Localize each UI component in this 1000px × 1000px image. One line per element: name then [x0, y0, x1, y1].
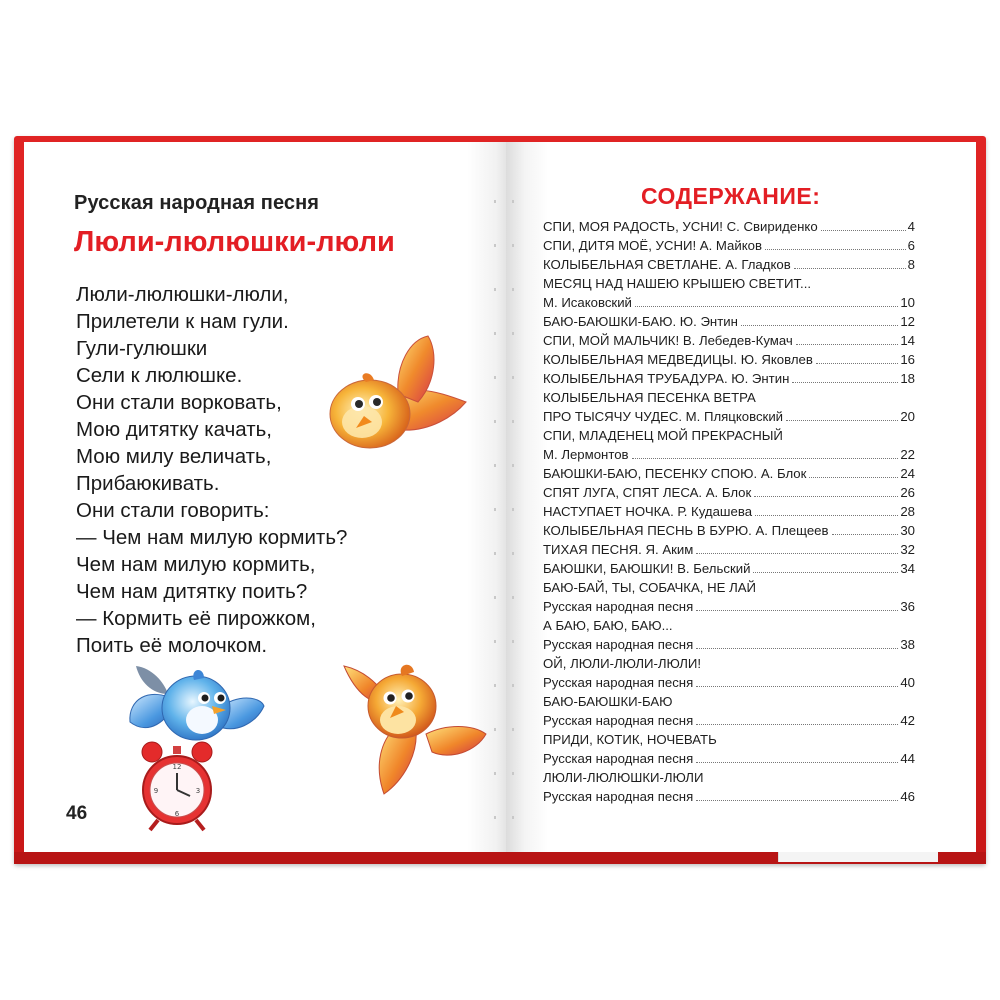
poem-line: — Кормить её пирожком, [76, 607, 316, 630]
toc-entry-page: 40 [900, 675, 915, 690]
svg-text:6: 6 [174, 810, 180, 818]
toc-leader-dots [696, 724, 898, 725]
toc-entry-page: 38 [900, 637, 915, 652]
toc-entry [543, 293, 915, 312]
toc-entry-title: КОЛЫБЕЛЬНАЯ ПЕСНЬ В БУРЮ. А. Плещеев [543, 523, 829, 538]
toc-entry [543, 787, 915, 806]
toc-entry-title: ПРИДИ, КОТИК, НОЧЕВАТЬ [543, 732, 717, 747]
toc-entry [543, 673, 915, 692]
poem-line: Прибаюкивать. [76, 472, 220, 495]
toc-leader-dots [696, 648, 898, 649]
poem-line: — Чем нам милую кормить? [76, 526, 348, 549]
toc-entry [543, 464, 915, 483]
svg-text:3: 3 [195, 787, 201, 795]
toc-entry-title: СПИ, МОЙ МАЛЬЧИК! В. Лебедев-Кумач [543, 333, 793, 348]
toc-entry-title: БАЮШКИ-БАЮ, ПЕСЕНКУ СПОЮ. А. Блок [543, 466, 807, 481]
toc-entry [543, 578, 915, 597]
toc-entry-title: БАЮ-БАЙ, ТЫ, СОБАЧКА, НЕ ЛАЙ [543, 580, 757, 595]
toc-entry-page: 26 [900, 485, 915, 500]
toc-entry-title: МЕСЯЦ НАД НАШЕЮ КРЫШЕЮ СВЕТИТ... [543, 276, 812, 291]
toc-leader-dots [792, 382, 898, 383]
toc-entry-page: 10 [900, 295, 915, 310]
toc-entry-title: Русская народная песня [543, 637, 694, 652]
poem-line: Сели к люлюшке. [76, 364, 243, 387]
toc-entry-title: М. Лермонтов [543, 447, 629, 462]
toc-entry [543, 312, 915, 331]
svg-text:12: 12 [172, 763, 182, 771]
poem-line: Они стали говорить: [76, 499, 270, 522]
poem-line: Люли-люлюшки-люли, [76, 283, 289, 306]
toc-entry-page: 42 [900, 713, 915, 728]
toc-entry-title: Русская народная песня [543, 713, 694, 728]
toc-entry-title: НАСТУПАЕТ НОЧКА. Р. Кудашева [543, 504, 753, 519]
poem-line: Поить её молочком. [76, 634, 268, 657]
toc-entry [543, 502, 915, 521]
toc-entry [543, 597, 915, 616]
toc-leader-dots [809, 477, 898, 478]
toc-leader-dots [696, 800, 898, 801]
toc-entry-title: БАЮШКИ, БАЮШКИ! В. Бельский [543, 561, 751, 576]
toc-entry [543, 255, 915, 274]
toc-entry-title: Русская народная песня [543, 599, 694, 614]
toc-entry [543, 274, 915, 293]
toc-entry-page: 44 [900, 751, 915, 766]
toc-entry-page: 12 [900, 314, 915, 329]
toc-entry-title: БАЮ-БАЮШКИ-БАЮ [543, 694, 673, 709]
toc-entry-page: 16 [900, 352, 915, 367]
toc-entry-title: СПИ, МОЯ РАДОСТЬ, УСНИ! С. Свириденко [543, 219, 818, 234]
toc-entry-title: СПИ, ДИТЯ МОЁ, УСНИ! А. Майков [543, 238, 762, 253]
toc-leader-dots [696, 686, 898, 687]
toc-leader-dots [696, 610, 898, 611]
toc-entry-title: ТИХАЯ ПЕСНЯ. Я. Аким [543, 542, 694, 557]
toc-entry-title: Русская народная песня [543, 751, 694, 766]
toc-leader-dots [741, 325, 898, 326]
poem-line: Прилетели к нам гули. [76, 310, 289, 333]
toc-entry-title: Русская народная песня [543, 675, 694, 690]
toc-entry-page: 34 [900, 561, 915, 576]
toc-entry-title: КОЛЫБЕЛЬНАЯ ТРУБАДУРА. Ю. Энтин [543, 371, 790, 386]
poem-line: Они стали ворковать, [76, 391, 282, 414]
orange-bird-wings-spread [340, 654, 490, 800]
toc-entry-page: 32 [900, 542, 915, 557]
toc-entry [543, 730, 915, 749]
toc-entry-title: КОЛЫБЕЛЬНАЯ СВЕТЛАНЕ. А. Гладков [543, 257, 791, 272]
toc-entry [543, 369, 915, 388]
toc-leader-dots [765, 249, 906, 250]
page-number: 46 [66, 803, 88, 824]
toc-leader-dots [755, 515, 898, 516]
toc-entry-page: 24 [900, 466, 915, 481]
toc-entry [543, 483, 915, 502]
toc-leader-dots [832, 534, 899, 535]
toc-entry-title: М. Исаковский [543, 295, 632, 310]
toc-leader-dots [786, 420, 898, 421]
toc-leader-dots [632, 458, 899, 459]
toc-entry [543, 749, 915, 768]
toc-entry-page: 22 [900, 447, 915, 462]
toc-entry-page: 8 [907, 257, 915, 272]
toc-entry [543, 635, 915, 654]
toc-entry [543, 711, 915, 730]
poem-subtitle: Русская народная песня [74, 192, 320, 214]
toc-entry-title: Русская народная песня [543, 789, 694, 804]
toc-entry [543, 654, 915, 673]
poem-line: Мою дитятку качать, [76, 418, 272, 441]
contents-heading: СОДЕРЖАНИЕ: [641, 183, 821, 209]
toc-entry [543, 331, 915, 350]
toc-entry [543, 768, 915, 787]
orange-bird-flying [326, 332, 472, 460]
poem-line: Мою милу величать, [76, 445, 272, 468]
toc-entry-title: КОЛЫБЕЛЬНАЯ ПЕСЕНКА ВЕТРА [543, 390, 756, 405]
toc-entry [543, 540, 915, 559]
toc-leader-dots [696, 553, 898, 554]
toc-leader-dots [816, 363, 898, 364]
toc-entry [543, 521, 915, 540]
alarm-clock-icon [136, 740, 218, 832]
toc-entry-page: 46 [900, 789, 915, 804]
toc-entry-title: ЛЮЛИ-ЛЮЛЮШКИ-ЛЮЛИ [543, 770, 704, 785]
toc-leader-dots [796, 344, 899, 345]
toc-entry-title: КОЛЫБЕЛЬНАЯ МЕДВЕДИЦЫ. Ю. Яковлев [543, 352, 813, 367]
toc-entry-page: 18 [900, 371, 915, 386]
toc-entry [543, 407, 915, 426]
toc-entry-title: ОЙ, ЛЮЛИ-ЛЮЛИ-ЛЮЛИ! [543, 656, 702, 671]
toc-entry-page: 6 [907, 238, 915, 253]
toc-leader-dots [794, 268, 906, 269]
toc-entry-title: СПЯТ ЛУГА, СПЯТ ЛЕСА. А. Блок [543, 485, 752, 500]
binding-stitches-left [494, 200, 496, 820]
toc-entry-page: 28 [900, 504, 915, 519]
binding-stitches-right [512, 200, 514, 820]
toc-entry [543, 388, 915, 407]
toc-entry [543, 445, 915, 464]
svg-text:9: 9 [153, 787, 159, 795]
toc-entry [543, 616, 915, 635]
toc-entry [543, 692, 915, 711]
page-block [778, 852, 938, 862]
toc-entry-page: 20 [900, 409, 915, 424]
toc-entry-page: 36 [900, 599, 915, 614]
toc-entry-title: СПИ, МЛАДЕНЕЦ МОЙ ПРЕКРАСНЫЙ [543, 428, 783, 443]
toc-entry-title: ПРО ТЫСЯЧУ ЧУДЕС. М. Пляцковский [543, 409, 784, 424]
toc-entry [543, 236, 915, 255]
table-of-contents [543, 217, 915, 806]
toc-entry-page: 30 [900, 523, 915, 538]
blue-bird-on-clock [124, 660, 266, 752]
toc-entry [543, 217, 915, 236]
toc-entry-title: БАЮ-БАЮШКИ-БАЮ. Ю. Энтин [543, 314, 738, 329]
toc-entry [543, 426, 915, 445]
toc-leader-dots [753, 572, 898, 573]
poem-line: Гули-гулюшки [76, 337, 208, 360]
poem-line: Чем нам милую кормить, [76, 553, 316, 576]
toc-entry [543, 350, 915, 369]
poem-title: Люли-люлюшки-люли [74, 226, 395, 258]
toc-entry-page: 4 [907, 219, 915, 234]
toc-leader-dots [754, 496, 898, 497]
poem-line: Чем нам дитятку поить? [76, 580, 308, 603]
toc-leader-dots [696, 762, 898, 763]
toc-leader-dots [821, 230, 906, 231]
toc-leader-dots [635, 306, 898, 307]
toc-entry [543, 559, 915, 578]
toc-entry-page: 14 [900, 333, 915, 348]
toc-entry-title: А БАЮ, БАЮ, БАЮ... [543, 618, 673, 633]
